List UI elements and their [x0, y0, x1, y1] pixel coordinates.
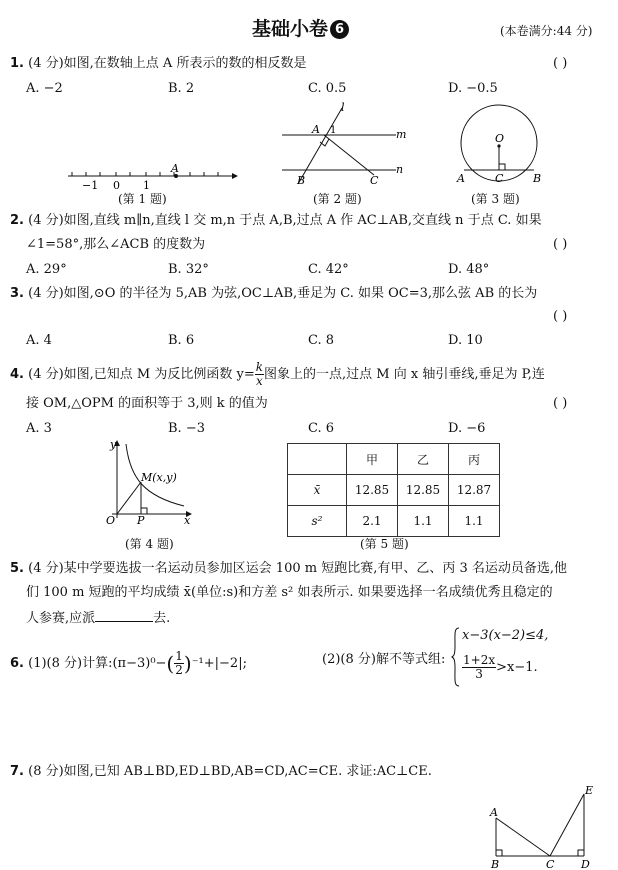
- question-text: (4 分)如图,已知点 M 为反比例函数 y=: [28, 367, 255, 383]
- option-c: C. 0.5: [308, 81, 347, 96]
- option-d: D. 48°: [448, 262, 490, 277]
- fraction-numerator: 1+2x: [463, 653, 496, 667]
- fraction-denominator: 2: [175, 663, 183, 678]
- option-a: A. −2: [26, 81, 63, 96]
- table-cell: 12.87: [449, 475, 500, 506]
- fraction-numerator: k: [255, 360, 264, 374]
- right-paren: ): [183, 651, 192, 676]
- point-label: M(x,y): [141, 471, 177, 484]
- figure-5-caption: (第 5 题): [360, 537, 409, 551]
- option-a: A. 3: [26, 421, 52, 436]
- point-label: B: [533, 172, 542, 185]
- question-number: 7.: [10, 764, 24, 779]
- point-label: C: [370, 174, 379, 187]
- volume-number-badge: 6: [330, 20, 349, 39]
- option-b: B. 32°: [168, 262, 209, 277]
- fraction-one-half: [174, 650, 184, 677]
- question-text-part: 去.: [153, 611, 171, 626]
- left-paren: (: [166, 651, 175, 676]
- answer-bracket: ( ): [553, 309, 568, 324]
- table-cell: 甲: [347, 444, 398, 475]
- table-cell: 12.85: [398, 475, 449, 506]
- inequality-rest: >x−1.: [496, 660, 538, 676]
- question-number: 2.: [10, 213, 24, 228]
- table-cell: 12.85: [347, 475, 398, 506]
- point-label: P: [137, 514, 145, 527]
- axis-label: y: [110, 438, 117, 451]
- answer-bracket: ( ): [553, 56, 568, 71]
- fraction-numerator: 1: [175, 649, 183, 663]
- option-d: D. 10: [448, 333, 483, 348]
- option-c: C. 8: [308, 333, 335, 348]
- part-1-text: (1)(8 分)计算:(π−3)⁰−: [28, 656, 167, 672]
- point-label: A: [312, 123, 320, 136]
- table-cell: 丙: [449, 444, 500, 475]
- figure-1-caption: (第 1 题): [118, 192, 167, 206]
- point-label: D: [581, 858, 590, 870]
- question-text: (8 分)如图,已知 AB⊥BD,ED⊥BD,AB=CD,AC=CE. 求证:AC⊥CE.: [28, 764, 432, 779]
- inequality-2: [462, 654, 538, 681]
- question-text-cont: 们 100 m 短跑的平均成绩 x̄(单位:s)和方差 s² 如表所示. 如果要选择一名成绩优秀且稳定的: [26, 585, 553, 600]
- question-number: 5.: [10, 561, 24, 576]
- point-label: C: [546, 858, 555, 870]
- question-number: 4.: [10, 367, 24, 383]
- figure-5-table: [287, 443, 500, 537]
- title-text: 基础小卷: [252, 18, 329, 40]
- point-label: B: [297, 174, 306, 187]
- page-title: [252, 18, 349, 41]
- point-label: B: [491, 858, 500, 870]
- figure-7-triangles: [484, 782, 604, 870]
- option-b: B. 2: [168, 81, 195, 96]
- figure-4-caption: (第 4 题): [125, 537, 174, 551]
- fraction-denominator: 3: [475, 667, 483, 682]
- table-row: [288, 506, 500, 537]
- fraction-inequality: [462, 654, 496, 681]
- table-cell: s²: [288, 506, 347, 537]
- fraction-denominator: x: [256, 374, 263, 389]
- origin-label: O: [106, 514, 116, 527]
- question-3: [10, 286, 537, 302]
- question-6-part-2: (2)(8 分)解不等式组:: [322, 652, 446, 667]
- table-header-row: [288, 444, 500, 475]
- point-label: A: [490, 806, 498, 819]
- point-label: O: [495, 132, 505, 145]
- figure-3-circle: [455, 100, 545, 190]
- tick-label: 0: [113, 179, 120, 192]
- inequality-1: x−3(x−2)≤4,: [462, 628, 549, 643]
- question-6: [10, 650, 247, 677]
- table-cell: 2.1: [347, 506, 398, 537]
- axis-label: x: [184, 514, 191, 527]
- figure-2-parallel-lines: [270, 100, 410, 190]
- fraction-k-over-x: [255, 361, 264, 388]
- tick-label: 1: [143, 179, 150, 192]
- answer-bracket: ( ): [553, 396, 568, 411]
- question-5: [10, 561, 567, 577]
- point-label: E: [585, 784, 594, 797]
- point-label: A: [171, 162, 179, 175]
- question-text: (4 分)某中学要选拔一名运动员参加区运会 100 m 短跑比赛,有甲、乙、丙 3 名运动员备选,他: [28, 561, 568, 576]
- question-2: [10, 213, 542, 229]
- line-label: n: [396, 163, 404, 176]
- option-b: B. 6: [168, 333, 195, 348]
- angle-label: 1: [330, 125, 337, 136]
- option-a: A. 4: [26, 333, 52, 348]
- option-c: C. 42°: [308, 262, 349, 277]
- question-number: 3.: [10, 286, 24, 301]
- question-text: (4 分)如图,直线 m∥n,直线 l 交 m,n 于点 A,B,过点 A 作 AC⊥AB,交直线 n 于点 C. 如果: [28, 213, 542, 228]
- question-7: [10, 764, 432, 780]
- table-cell: [288, 444, 347, 475]
- table-cell: 1.1: [449, 506, 500, 537]
- line-label: m: [396, 128, 407, 141]
- question-text-cont: 接 OM,△OPM 的面积等于 3,则 k 的值为: [26, 396, 268, 411]
- point-label: C: [495, 172, 504, 185]
- answer-blank[interactable]: [95, 609, 153, 622]
- option-d: D. −0.5: [448, 81, 498, 96]
- option-a: A. 29°: [26, 262, 67, 277]
- question-4: [10, 361, 545, 388]
- table-cell: 乙: [398, 444, 449, 475]
- part-1-text-rest: ⁻¹+|−2|;: [191, 656, 247, 672]
- table-cell: 1.1: [398, 506, 449, 537]
- table-cell: x̄: [288, 475, 347, 506]
- brace-icon: [451, 626, 461, 688]
- question-number: 1.: [10, 56, 24, 71]
- table-row: [288, 475, 500, 506]
- point-label: A: [457, 172, 465, 185]
- option-d: D. −6: [448, 421, 486, 436]
- line-label: l: [341, 101, 345, 114]
- question-text-cont: ∠1=58°,那么∠ACB 的度数为: [26, 237, 206, 252]
- question-1: [10, 56, 306, 72]
- question-text-cont: [26, 609, 170, 627]
- question-number: 6.: [10, 656, 24, 672]
- question-text: (4 分)如图,⊙O 的半径为 5,AB 为弦,OC⊥AB,垂足为 C. 如果 OC=3,那么弦 AB 的长为: [28, 286, 538, 301]
- total-score: (本卷满分:44 分): [500, 24, 593, 38]
- question-text-part: 人参赛,应派: [26, 611, 96, 626]
- option-b: B. −3: [168, 421, 205, 436]
- option-c: C. 6: [308, 421, 335, 436]
- tick-label: −1: [82, 179, 99, 192]
- figure-3-caption: (第 3 题): [471, 192, 520, 206]
- question-text: (4 分)如图,在数轴上点 A 所表示的数的相反数是: [28, 56, 307, 71]
- figure-2-caption: (第 2 题): [313, 192, 362, 206]
- answer-bracket: ( ): [553, 237, 568, 252]
- question-text-rest: 图象上的一点,过点 M 向 x 轴引垂线,垂足为 P,连: [264, 367, 545, 383]
- figure-4-hyperbola: [104, 438, 194, 528]
